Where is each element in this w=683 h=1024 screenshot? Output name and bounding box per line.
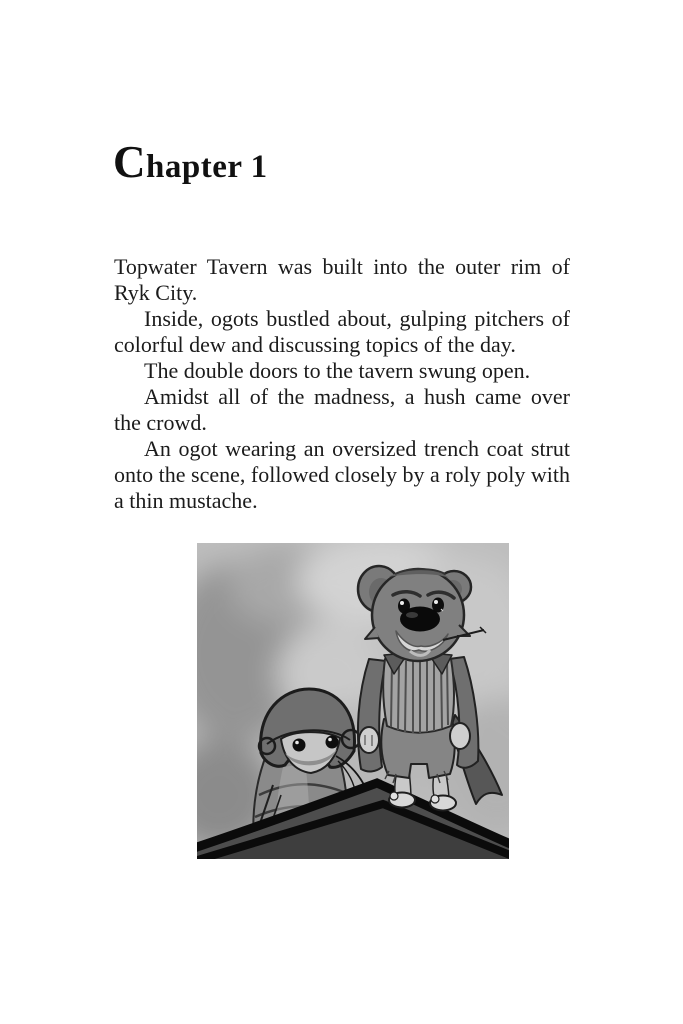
paragraph-4: Amidst all of the madness, a hush came over the crowd.: [114, 384, 570, 435]
chapter-body-text: [114, 254, 570, 514]
paragraph-2: Inside, ogots bustled about, gulping pitchers of colorful dew and discussing topics of the day.: [114, 306, 570, 357]
paragraph-5: An ogot wearing an oversized trench coat strut onto the scene, followed closely by a roly poly with a thin mustache.: [114, 436, 570, 513]
chapter-initial-letter: C: [113, 137, 146, 187]
rooftop-scene-illustration: [197, 543, 509, 859]
ogot-nose: [400, 607, 440, 632]
chapter-heading: [113, 137, 268, 187]
chapter-illustration: [197, 543, 509, 859]
chapter-heading-rest: hapter 1: [146, 149, 268, 185]
paragraph-3: The double doors to the tavern swung open.: [144, 358, 531, 383]
paragraph-1: Topwater Tavern was built into the outer rim of Ryk City.: [114, 254, 570, 305]
